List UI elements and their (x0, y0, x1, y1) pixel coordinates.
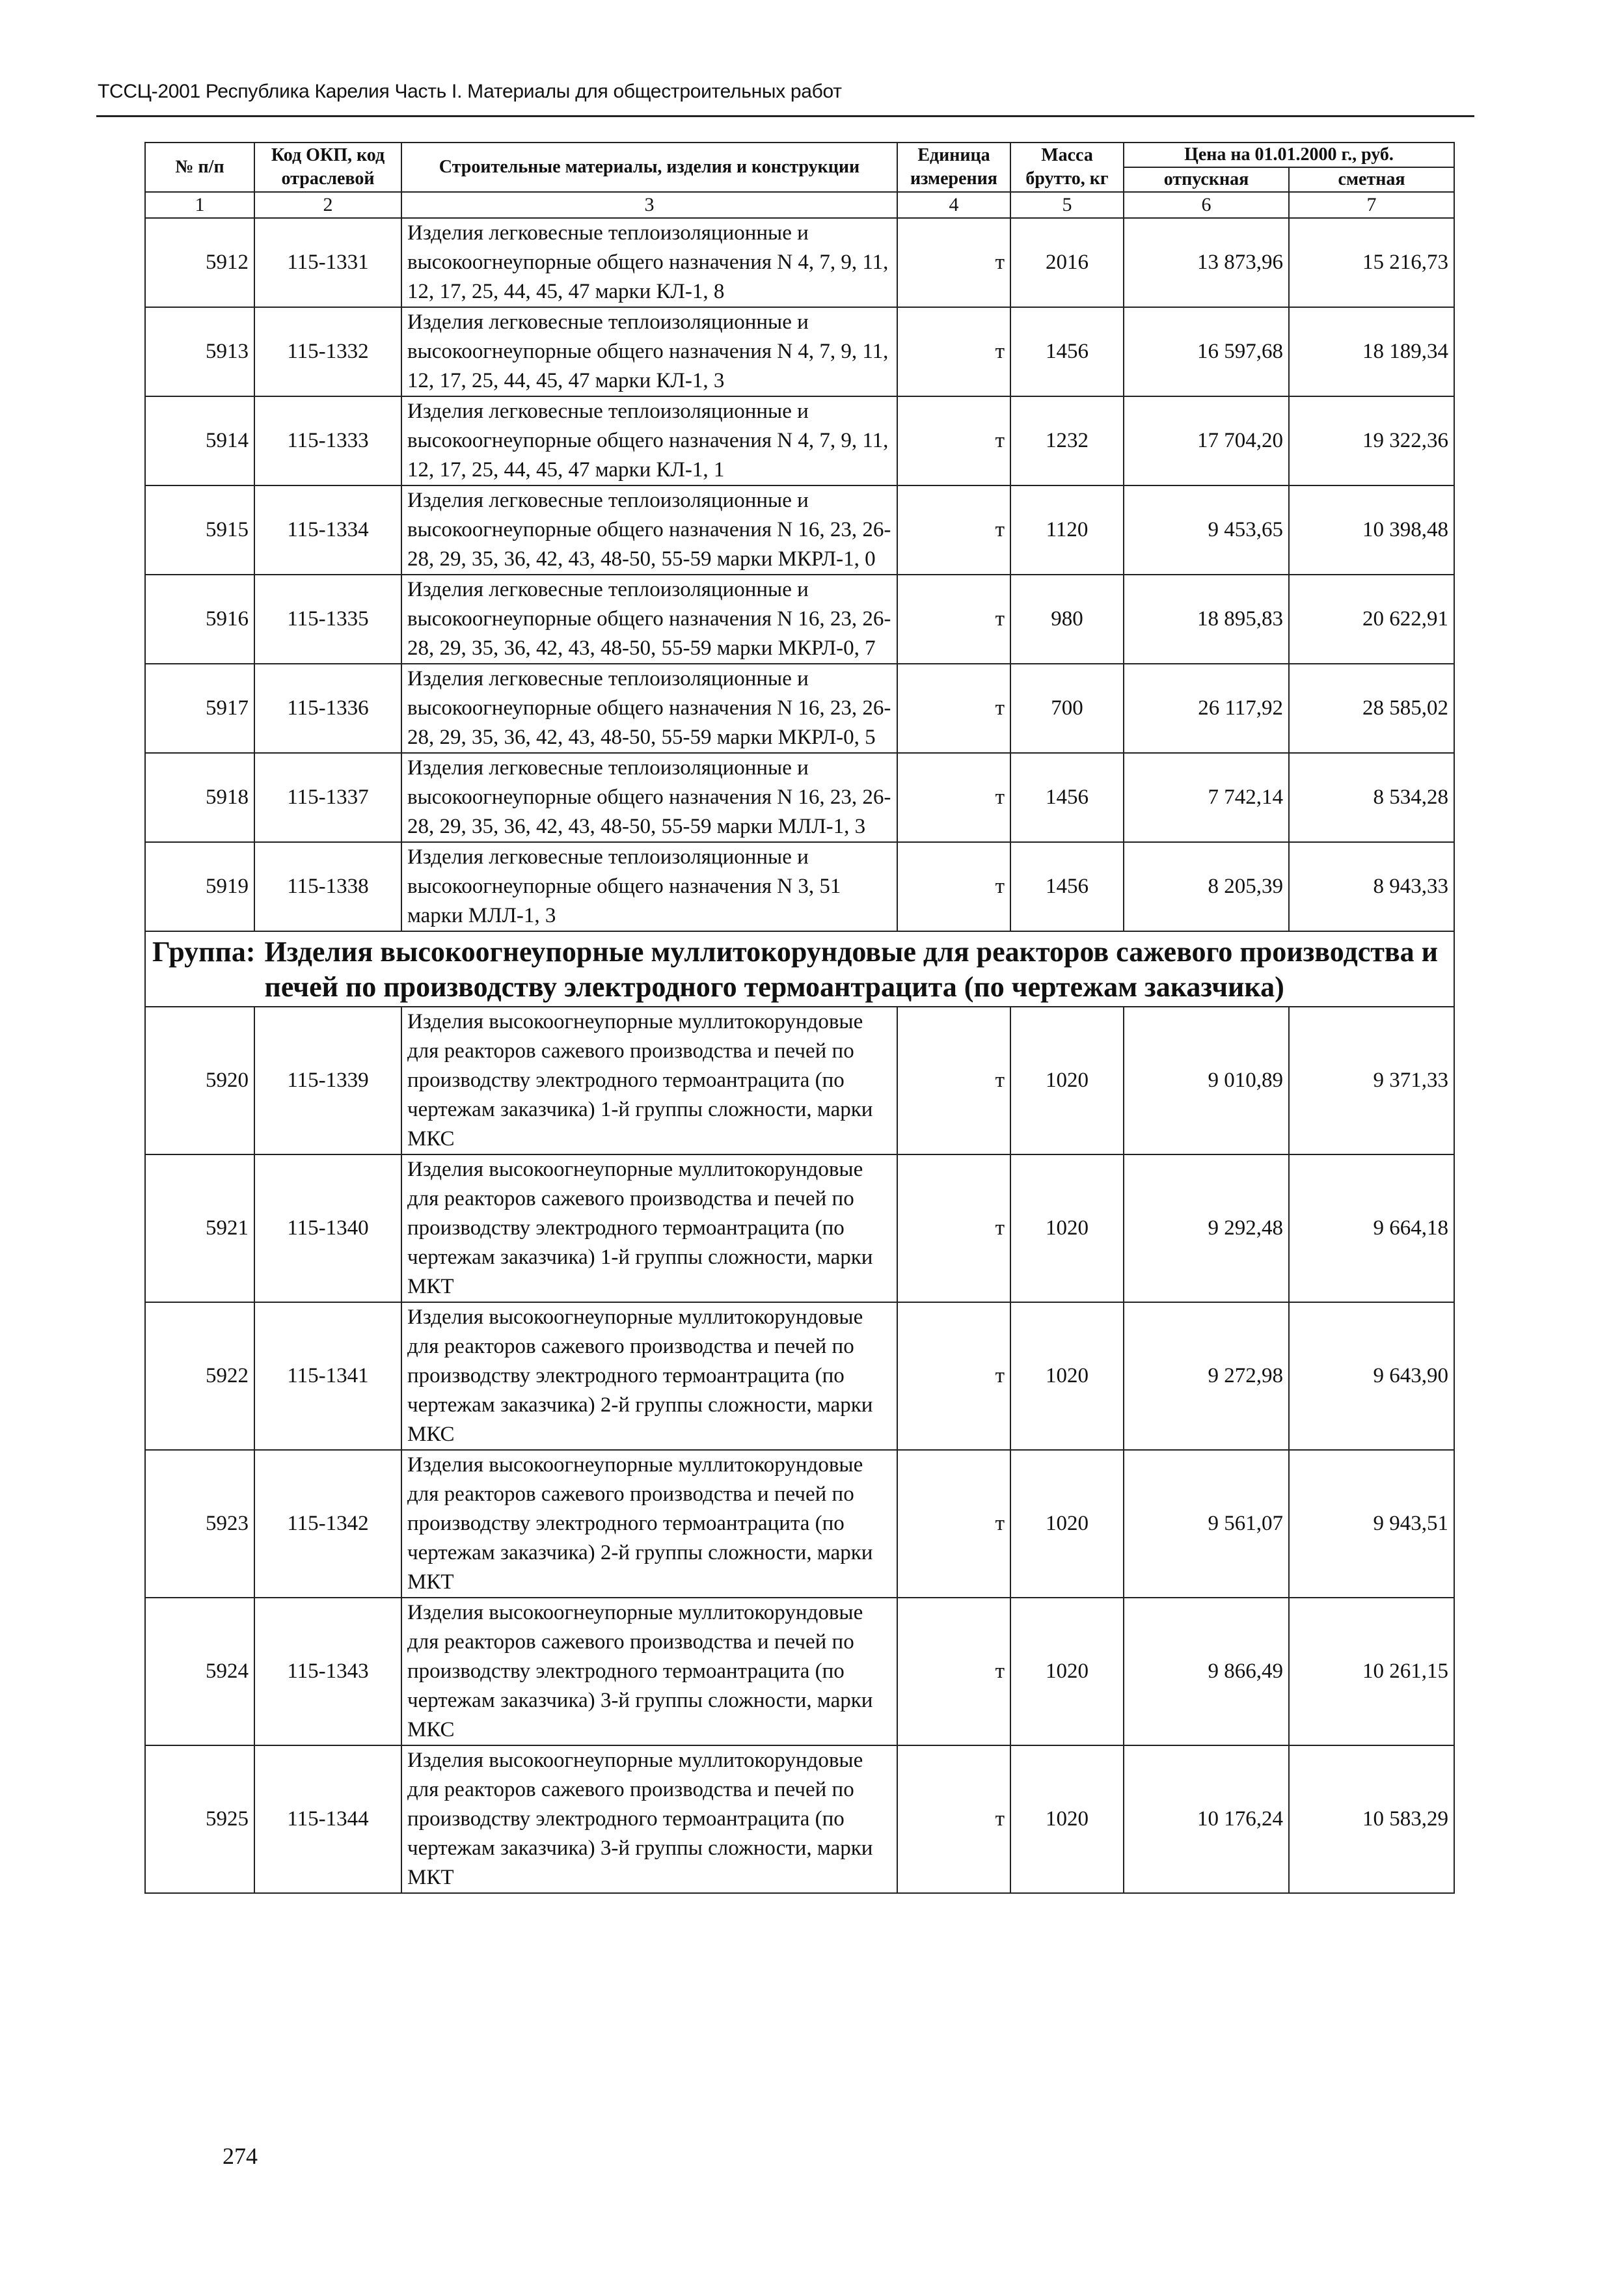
table-header-row (145, 143, 1454, 167)
table-row (145, 396, 1454, 485)
cell-name: Изделия легковесные теплоизоляционные и высокоогнеупорные общего назначения N 4, 7, 9, 11, 12, 17, 25, 44, 45, 47 марки КЛ-1, 3 (401, 307, 897, 396)
cell-name: Изделия высокоогнеупорные муллитокорундовые для реакторов сажевого производства и печей по производству электродного термоантрацита (по чертежам заказчика) 2-й группы сложности, марки МКТ (401, 1450, 897, 1598)
table-row (145, 753, 1454, 842)
cell-mass: 1456 (1010, 753, 1124, 842)
cell-unit: т (897, 1450, 1010, 1598)
group-cell (145, 931, 1454, 1007)
cell-num: 5924 (145, 1598, 254, 1745)
cell-code: 115-1344 (254, 1745, 401, 1893)
table-row (145, 575, 1454, 664)
group-section (145, 931, 1454, 1007)
cell-price-estimate: 9 664,18 (1289, 1154, 1454, 1302)
cell-name: Изделия легковесные теплоизоляционные и высокоогнеупорные общего назначения N 16, 23, 26-28, 29, 35, 36, 42, 43, 48-50, 55-59 марки МКРЛ-0, 7 (401, 575, 897, 664)
cell-name: Изделия высокоогнеупорные муллитокорундовые для реакторов сажевого производства и печей по производству электродного термоантрацита (по чертежам заказчика) 1-й группы сложности, марки МКТ (401, 1154, 897, 1302)
cell-mass: 1456 (1010, 307, 1124, 396)
cell-price-release: 8 205,39 (1124, 842, 1289, 931)
cell-unit: т (897, 1745, 1010, 1893)
cell-price-release: 7 742,14 (1124, 753, 1289, 842)
header-unit: Единица измерения (897, 143, 1010, 192)
cell-num: 5921 (145, 1154, 254, 1302)
cell-mass: 1232 (1010, 396, 1124, 485)
cell-code: 115-1343 (254, 1598, 401, 1745)
cell-name: Изделия легковесные теплоизоляционные и высокоогнеупорные общего назначения N 16, 23, 26-28, 29, 35, 36, 42, 43, 48-50, 55-59 марки МЛЛ-1, 3 (401, 753, 897, 842)
page-header: ТССЦ-2001 Республика Карелия Часть I. Материалы для общестроительных работ (98, 81, 842, 102)
table-row (145, 664, 1454, 753)
cell-num: 5919 (145, 842, 254, 931)
cell-code: 115-1338 (254, 842, 401, 931)
cell-num: 5916 (145, 575, 254, 664)
cell-price-release: 9 010,89 (1124, 1007, 1289, 1154)
cell-price-release: 9 561,07 (1124, 1450, 1289, 1598)
cell-price-estimate: 8 943,33 (1289, 842, 1454, 931)
cell-price-estimate: 15 216,73 (1289, 218, 1454, 307)
cell-name: Изделия высокоогнеупорные муллитокорундовые для реакторов сажевого производства и печей по производству электродного термоантрацита (по чертежам заказчика) 1-й группы сложности, марки МКС (401, 1007, 897, 1154)
page-number: 274 (223, 2143, 258, 2169)
cell-price-release: 18 895,83 (1124, 575, 1289, 664)
cell-price-estimate: 9 371,33 (1289, 1007, 1454, 1154)
cell-num: 5920 (145, 1007, 254, 1154)
cell-name: Изделия легковесные теплоизоляционные и высокоогнеупорные общего назначения N 3, 51 марки МЛЛ-1, 3 (401, 842, 897, 931)
cell-unit: т (897, 218, 1010, 307)
cell-mass: 980 (1010, 575, 1124, 664)
cell-code: 115-1342 (254, 1450, 401, 1598)
cell-unit: т (897, 485, 1010, 575)
header-price-group: Цена на 01.01.2000 г., руб. (1124, 143, 1454, 167)
cell-price-release: 26 117,92 (1124, 664, 1289, 753)
cell-unit: т (897, 396, 1010, 485)
cell-mass: 1020 (1010, 1745, 1124, 1893)
table-body-a (145, 218, 1454, 931)
cell-price-release: 9 866,49 (1124, 1598, 1289, 1745)
cell-code: 115-1334 (254, 485, 401, 575)
cell-name: Изделия легковесные теплоизоляционные и высокоогнеупорные общего назначения N 16, 23, 26-28, 29, 35, 36, 42, 43, 48-50, 55-59 марки МКРЛ-0, 5 (401, 664, 897, 753)
cell-unit: т (897, 575, 1010, 664)
cell-mass: 1020 (1010, 1302, 1124, 1450)
cell-unit: т (897, 307, 1010, 396)
table-row (145, 218, 1454, 307)
header-mass: Масса брутто, кг (1010, 143, 1124, 192)
cell-code: 115-1337 (254, 753, 401, 842)
cell-price-release: 17 704,20 (1124, 396, 1289, 485)
cell-mass: 1020 (1010, 1007, 1124, 1154)
group-row (145, 931, 1454, 1007)
table-row (145, 307, 1454, 396)
table-row (145, 1154, 1454, 1302)
column-number: 1 (145, 192, 254, 218)
table-row (145, 842, 1454, 931)
cell-code: 115-1336 (254, 664, 401, 753)
cell-price-estimate: 20 622,91 (1289, 575, 1454, 664)
cell-mass: 700 (1010, 664, 1124, 753)
header-num: № п/п (145, 143, 254, 192)
cell-unit: т (897, 1302, 1010, 1450)
cell-num: 5912 (145, 218, 254, 307)
cell-code: 115-1332 (254, 307, 401, 396)
cell-num: 5923 (145, 1450, 254, 1598)
cell-price-release: 13 873,96 (1124, 218, 1289, 307)
cell-code: 115-1333 (254, 396, 401, 485)
group-label: Группа: (152, 936, 256, 968)
cell-num: 5922 (145, 1302, 254, 1450)
cell-name: Изделия легковесные теплоизоляционные и высокоогнеупорные общего назначения N 4, 7, 9, 11, 12, 17, 25, 44, 45, 47 марки КЛ-1, 1 (401, 396, 897, 485)
group-title: Изделия высокоогнеупорные муллитокорундовые для реакторов сажевого производства и печей по производству электродного термоантрацита (по чертежам заказчика) (264, 936, 1438, 1003)
column-number: 4 (897, 192, 1010, 218)
cell-price-release: 16 597,68 (1124, 307, 1289, 396)
table-row (145, 485, 1454, 575)
cell-price-estimate: 8 534,28 (1289, 753, 1454, 842)
table-row (145, 1302, 1454, 1450)
cell-mass: 1020 (1010, 1154, 1124, 1302)
cell-price-release: 9 292,48 (1124, 1154, 1289, 1302)
header-name: Строительные материалы, изделия и конструкции (401, 143, 897, 192)
table-row (145, 1450, 1454, 1598)
cell-num: 5925 (145, 1745, 254, 1893)
table-row (145, 1598, 1454, 1745)
cell-unit: т (897, 753, 1010, 842)
cell-name: Изделия высокоогнеупорные муллитокорундовые для реакторов сажевого производства и печей по производству электродного термоантрацита (по чертежам заказчика) 3-й группы сложности, марки МКС (401, 1598, 897, 1745)
cell-num: 5918 (145, 753, 254, 842)
cell-code: 115-1340 (254, 1154, 401, 1302)
header-code: Код ОКП, код отраслевой (254, 143, 401, 192)
column-number: 7 (1289, 192, 1454, 218)
cell-mass: 1456 (1010, 842, 1124, 931)
cell-num: 5915 (145, 485, 254, 575)
cell-num: 5917 (145, 664, 254, 753)
column-number: 6 (1124, 192, 1289, 218)
cell-price-estimate: 9 643,90 (1289, 1302, 1454, 1450)
cell-code: 115-1339 (254, 1007, 401, 1154)
cell-price-release: 9 453,65 (1124, 485, 1289, 575)
header-price-release: отпускная (1124, 167, 1289, 192)
table-row (145, 1745, 1454, 1893)
cell-price-estimate: 10 398,48 (1289, 485, 1454, 575)
table-body-b (145, 1007, 1454, 1893)
cell-name: Изделия высокоогнеупорные муллитокорундовые для реакторов сажевого производства и печей по производству электродного термоантрацита (по чертежам заказчика) 3-й группы сложности, марки МКТ (401, 1745, 897, 1893)
header-price-estimate: сметная (1289, 167, 1454, 192)
cell-mass: 1020 (1010, 1598, 1124, 1745)
cell-price-release: 9 272,98 (1124, 1302, 1289, 1450)
cell-price-estimate: 10 261,15 (1289, 1598, 1454, 1745)
cell-price-estimate: 9 943,51 (1289, 1450, 1454, 1598)
table-row (145, 1007, 1454, 1154)
cell-price-estimate: 18 189,34 (1289, 307, 1454, 396)
cell-price-estimate: 19 322,36 (1289, 396, 1454, 485)
cell-code: 115-1331 (254, 218, 401, 307)
cell-name: Изделия высокоогнеупорные муллитокорундовые для реакторов сажевого производства и печей по производству электродного термоантрацита (по чертежам заказчика) 2-й группы сложности, марки МКС (401, 1302, 897, 1450)
cell-num: 5913 (145, 307, 254, 396)
header-rule (96, 115, 1474, 117)
cell-name: Изделия легковесные теплоизоляционные и высокоогнеупорные общего назначения N 4, 7, 9, 11, 12, 17, 25, 44, 45, 47 марки КЛ-1, 8 (401, 218, 897, 307)
cell-price-release: 10 176,24 (1124, 1745, 1289, 1893)
cell-unit: т (897, 1598, 1010, 1745)
column-numbers-row (145, 192, 1454, 218)
cell-price-estimate: 28 585,02 (1289, 664, 1454, 753)
cell-unit: т (897, 1007, 1010, 1154)
cell-price-estimate: 10 583,29 (1289, 1745, 1454, 1893)
cell-mass: 2016 (1010, 218, 1124, 307)
cell-unit: т (897, 842, 1010, 931)
column-number: 3 (401, 192, 897, 218)
cell-unit: т (897, 664, 1010, 753)
cell-mass: 1020 (1010, 1450, 1124, 1598)
cell-code: 115-1335 (254, 575, 401, 664)
price-table (144, 142, 1455, 1894)
cell-num: 5914 (145, 396, 254, 485)
cell-mass: 1120 (1010, 485, 1124, 575)
column-number: 2 (254, 192, 401, 218)
column-number: 5 (1010, 192, 1124, 218)
cell-name: Изделия легковесные теплоизоляционные и высокоогнеупорные общего назначения N 16, 23, 26-28, 29, 35, 36, 42, 43, 48-50, 55-59 марки МКРЛ-1, 0 (401, 485, 897, 575)
cell-code: 115-1341 (254, 1302, 401, 1450)
cell-unit: т (897, 1154, 1010, 1302)
